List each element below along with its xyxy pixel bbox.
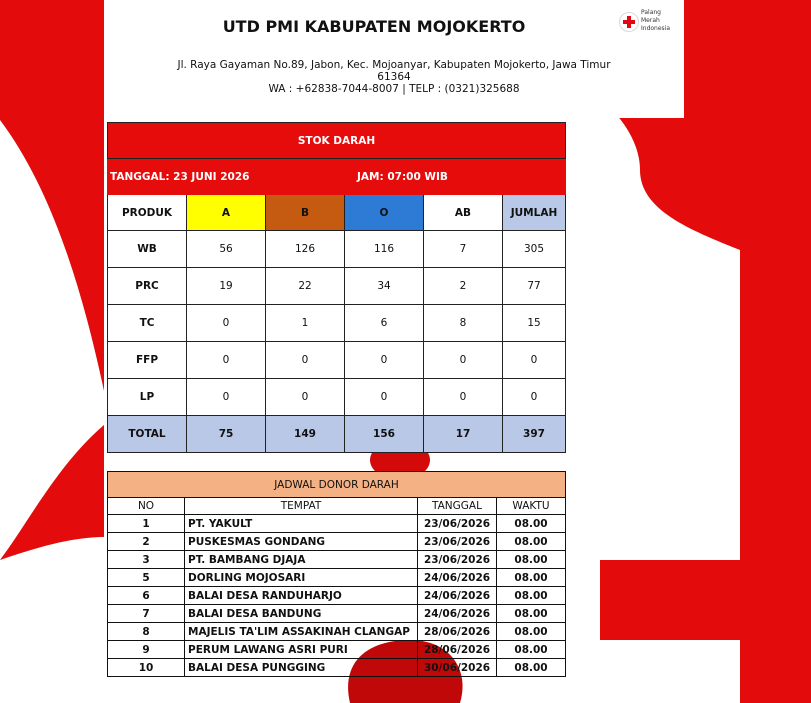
total-jumlah: 397 [503, 416, 566, 453]
cell-ab: 0 [424, 342, 503, 379]
table-row [108, 515, 566, 533]
total-row [108, 416, 566, 453]
stok-jam: JAM: 07:00 WIB [345, 159, 566, 195]
cell-tanggal: 24/06/2026 [418, 569, 497, 587]
col-waktu: WAKTU [497, 498, 566, 515]
logo-line: Palang [641, 9, 661, 16]
cell-a: 19 [187, 268, 266, 305]
address-block [104, 59, 684, 95]
table-row [108, 342, 566, 379]
cell-waktu: 08.00 [497, 641, 566, 659]
table-row [108, 551, 566, 569]
cell-b: 126 [266, 231, 345, 268]
logo-text [641, 9, 681, 33]
cell-ab: 2 [424, 268, 503, 305]
cell-produk: WB [108, 231, 187, 268]
cell-jumlah: 77 [503, 268, 566, 305]
cell-no: 5 [108, 569, 185, 587]
cell-tempat: BALAI DESA PUNGGING [185, 659, 418, 677]
stok-darah-table [107, 122, 566, 453]
letterhead [104, 0, 684, 118]
table-row [108, 605, 566, 623]
table-row [108, 379, 566, 416]
cell-tempat: PT. BAMBANG DJAJA [185, 551, 418, 569]
page-title: UTD PMI KABUPATEN MOJOKERTO [222, 17, 526, 36]
cell-jumlah: 0 [503, 379, 566, 416]
table-row [108, 533, 566, 551]
cell-produk: LP [108, 379, 187, 416]
cell-b: 1 [266, 305, 345, 342]
cell-tanggal: 28/06/2026 [418, 623, 497, 641]
address-line: Jl. Raya Gayaman No.89, Jabon, Kec. Mojoanyar, Kabupaten Mojokerto, Jawa Timur [177, 59, 611, 71]
stok-header-row [108, 195, 566, 231]
cell-a: 0 [187, 305, 266, 342]
cell-tempat: DORLING MOJOSARI [185, 569, 418, 587]
table-row [108, 569, 566, 587]
col-o: O [345, 195, 424, 231]
cell-no: 7 [108, 605, 185, 623]
cell-o: 6 [345, 305, 424, 342]
stok-title: STOK DARAH [108, 123, 566, 159]
table-row [108, 659, 566, 677]
cell-tanggal: 24/06/2026 [418, 587, 497, 605]
table-row [108, 231, 566, 268]
col-b: B [266, 195, 345, 231]
cell-jumlah: 305 [503, 231, 566, 268]
cell-tempat: PERUM LAWANG ASRI PURI [185, 641, 418, 659]
cell-waktu: 08.00 [497, 659, 566, 677]
cell-tanggal: 23/06/2026 [418, 551, 497, 569]
red-cross-icon [619, 12, 639, 32]
cell-tanggal: 23/06/2026 [418, 515, 497, 533]
contact-line: WA : +62838-7044-8007 | TELP : (0321)325688 [268, 83, 520, 95]
table-row [108, 268, 566, 305]
postal-code: 61364 [377, 71, 411, 83]
table-row [108, 587, 566, 605]
cell-o: 0 [345, 379, 424, 416]
cell-tempat: BALAI DESA BANDUNG [185, 605, 418, 623]
col-ab: AB [424, 195, 503, 231]
cell-waktu: 08.00 [497, 569, 566, 587]
col-a: A [187, 195, 266, 231]
cell-no: 2 [108, 533, 185, 551]
col-tanggal: TANGGAL [418, 498, 497, 515]
cell-tempat: PT. YAKULT [185, 515, 418, 533]
cell-waktu: 08.00 [497, 515, 566, 533]
cell-no: 1 [108, 515, 185, 533]
total-b: 149 [266, 416, 345, 453]
logo-line: Merah [641, 17, 660, 24]
total-o: 156 [345, 416, 424, 453]
cell-produk: PRC [108, 268, 187, 305]
cell-no: 3 [108, 551, 185, 569]
total-a: 75 [187, 416, 266, 453]
cell-jumlah: 15 [503, 305, 566, 342]
cell-tempat: PUSKESMAS GONDANG [185, 533, 418, 551]
cell-waktu: 08.00 [497, 605, 566, 623]
cell-ab: 0 [424, 379, 503, 416]
col-produk: PRODUK [108, 195, 187, 231]
col-tempat: TEMPAT [185, 498, 418, 515]
pmi-logo [619, 9, 679, 41]
col-jumlah: JUMLAH [503, 195, 566, 231]
cell-b: 0 [266, 379, 345, 416]
cell-tanggal: 23/06/2026 [418, 533, 497, 551]
jadwal-title: JADWAL DONOR DARAH [108, 472, 566, 498]
cell-waktu: 08.00 [497, 623, 566, 641]
table-row [108, 623, 566, 641]
total-label: TOTAL [108, 416, 187, 453]
col-no: NO [108, 498, 185, 515]
cell-tempat: BALAI DESA RANDUHARJO [185, 587, 418, 605]
cell-produk: FFP [108, 342, 187, 379]
cell-no: 8 [108, 623, 185, 641]
cell-b: 0 [266, 342, 345, 379]
cell-a: 0 [187, 379, 266, 416]
table-row [108, 305, 566, 342]
cell-ab: 7 [424, 231, 503, 268]
cell-b: 22 [266, 268, 345, 305]
cell-no: 10 [108, 659, 185, 677]
jadwal-donor-table [107, 471, 566, 677]
cell-no: 6 [108, 587, 185, 605]
logo-line: Indonesia [641, 25, 671, 32]
stok-tanggal: TANGGAL: 23 JUNI 2026 [108, 159, 345, 195]
cell-produk: TC [108, 305, 187, 342]
jadwal-header-row [108, 498, 566, 515]
cell-a: 56 [187, 231, 266, 268]
cell-o: 116 [345, 231, 424, 268]
cell-waktu: 08.00 [497, 587, 566, 605]
cell-waktu: 08.00 [497, 533, 566, 551]
cell-no: 9 [108, 641, 185, 659]
cell-tanggal: 28/06/2026 [418, 641, 497, 659]
cell-a: 0 [187, 342, 266, 379]
cell-o: 34 [345, 268, 424, 305]
table-row [108, 641, 566, 659]
cell-tanggal: 24/06/2026 [418, 605, 497, 623]
cell-tanggal: 30/06/2026 [418, 659, 497, 677]
total-ab: 17 [424, 416, 503, 453]
cell-ab: 8 [424, 305, 503, 342]
cell-tempat: MAJELIS TA'LIM ASSAKINAH CLANGAP [185, 623, 418, 641]
cell-o: 0 [345, 342, 424, 379]
cell-waktu: 08.00 [497, 551, 566, 569]
cell-jumlah: 0 [503, 342, 566, 379]
